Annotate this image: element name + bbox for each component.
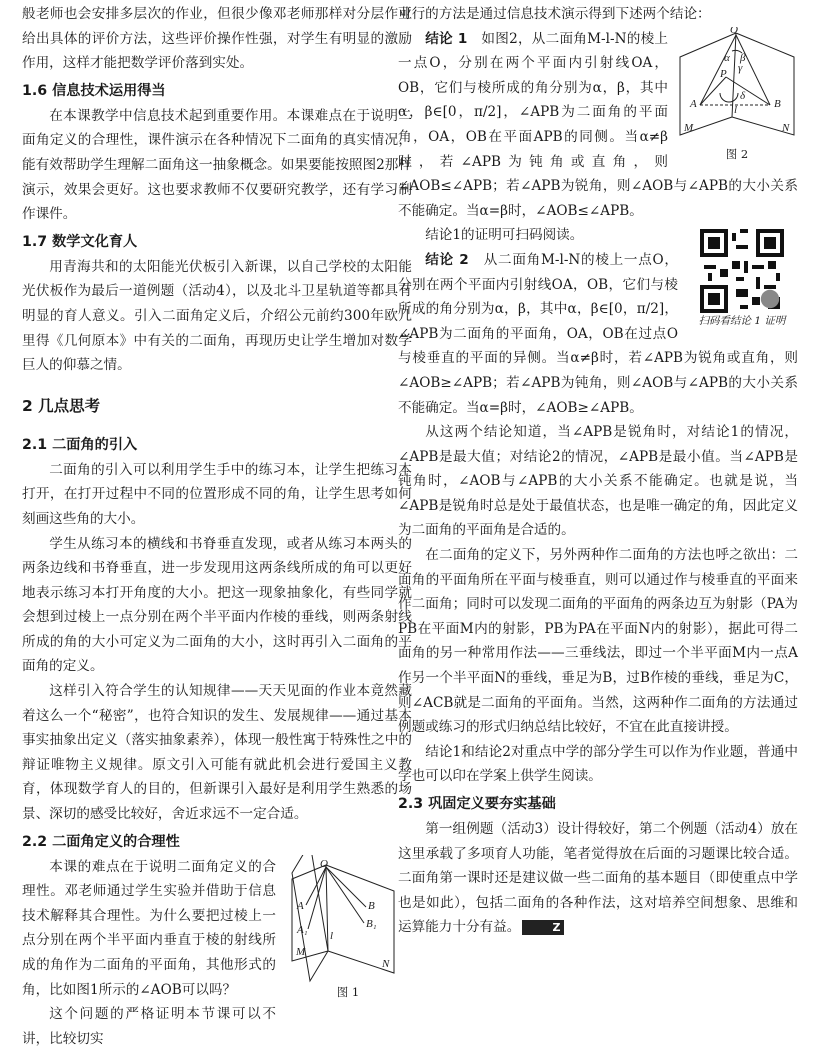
- qr-code-block[interactable]: [686, 229, 798, 329]
- section-heading-1-7: 1.7 数学文化育人: [22, 233, 138, 250]
- paragraph: 从这两个结论知道，当∠APB是锐角时，对结论1的情况，∠APB是最大值；对结论2的情况，∠APB是最小值。当∠APB是钝角时，∠AOB与∠APB的大小关系不能确定。也就是说，当∠APB是锐角时总是处于最值状态，也是唯一确定的角，因此定义为二面角的平面角是合适的。: [398, 424, 798, 539]
- label-O: O: [730, 26, 738, 36]
- conclusion-1-text: 如图2，从二面角M-l-N的棱上一点O，分别在两个平面内引射线OA，OB，它们与棱所成的角分别为α，β，其中α，β∈[0，π/2]，∠APB为二面角的平面角，OA，OB在平面APB的同侧。当α≠β时，若∠APB为钝角或直角，则∠AOB≤∠APB；若∠APB为锐角，则∠AOB与∠APB的大小关系不能确定。当α=β时，∠AOB≤∠APB。: [398, 30, 798, 219]
- figure-1: [284, 855, 412, 1001]
- label-O: O: [320, 857, 328, 870]
- paragraph: 结论1的证明可扫码阅读。: [425, 227, 584, 244]
- figure-1-caption: 图 1: [336, 984, 360, 999]
- paragraph: 可行的方法是通过信息技术演示得到下述两个结论：: [398, 6, 711, 22]
- paragraph: 在二面角的定义下，另外两种作二面角的方法也呼之欲出：二面角的平面角所在平面与棱垂直，则可以通过作与棱垂直的平面来作二面角；同时可以发现二面角的平面角的两条边互为射影（PA为PB在平面M内的射影，PB为PA在平面N内的射影），据此可得二面角的另一种常用作法——三垂线法，即过一个半平面M内一点A作另一个半平面N的垂线，垂足为B，过B作棱的垂线，垂足为C，则∠ACB就是二面角的平面角。当然，这两种作二面角的方法通过例题或练习的形式归纳总结比较好，不宜在此直接讲授。: [398, 547, 798, 736]
- paragraph: 用青海共和的太阳能光伏板引入新课，以自己学校的太阳能光伏板作为最后一道例题（活动4），以及北斗卫星轨道等都具有明显的育人意义。引入二面角定义后，介绍公元前约300年欧几里得《几何原本》中有关的二面角，再现历史让学生增加对数学巨人的仰慕之情。: [22, 258, 412, 374]
- conclusion-2-text: 从二面角M-l-N的棱上一点O，分别在两个平面内引射线OA，OB，它们与棱所成的角分别为α，β，其中α，β∈[0，π/2]，∠APB为二面角的平面角，OA，OB在过点O与棱垂直的平面的异侧。当α≠β时，若∠APB为锐角或直角，则∠AOB≥∠APB；若∠APB为钝角，则∠AOB与∠APB的大小关系不能确定。当α=β时，∠AOB≥∠APB。: [398, 251, 798, 416]
- section-heading-1-6: 1.6 信息技术运用得当: [22, 82, 166, 99]
- label-A: A: [297, 899, 304, 912]
- label-B1: B₁: [366, 917, 377, 930]
- label-alpha: α: [724, 51, 730, 64]
- paragraph: 学生从练习本的横线和书脊垂直发现，或者从练习本两头的两条边线和书脊垂直，进一步发现用这两条线所成的角可以更好地表示练习本打开角度的大小。把这一现象抽象化，有些同学就会想到过棱上一点分别在两个半平面内作棱的垂线，则两条射线所成的角的大小可定义为二面角的大小，这时再引入二面角的平面角的定义。: [22, 535, 412, 675]
- label-P: P: [720, 67, 727, 80]
- label-N: N: [782, 121, 790, 134]
- figure-2-caption: 图 2: [725, 146, 749, 161]
- label-l: l: [734, 103, 738, 116]
- paragraph: 这个问题的严格证明本节课可以不讲，比较切实: [22, 1006, 276, 1047]
- figure-1-diagram: [284, 855, 412, 983]
- label-M: M: [296, 945, 306, 958]
- label-l: l: [330, 929, 334, 942]
- right-column: [398, 2, 798, 940]
- figure-2-diagram: [676, 27, 798, 145]
- label-B: B: [774, 97, 781, 110]
- paragraph: 般老师也会安排多层次的作业，但很少像邓老师那样对分层作业给出具体的评价方法，这些评价操作性强，对学生有明显的激励作用，这样才能把数学评价落到实处。: [22, 6, 412, 72]
- paragraph: 结论1和结论2对重点中学的部分学生可以作为作业题，普通中学也可以印在学案上供学生阅读。: [398, 743, 798, 785]
- label-B: B: [368, 899, 375, 912]
- section-heading-2-2: 2.2 二面角定义的合理性: [22, 833, 180, 850]
- label-A1: A₁: [297, 923, 308, 936]
- conclusion-1-tag: 结论 1: [425, 30, 468, 47]
- left-column: [22, 2, 412, 1051]
- paragraph-text: 第一组例题（活动3）设计得较好，第二个例题（活动4）放在这里承载了多项育人功能，笔者觉得放在后面的习题课比较合适。二面角第一课时还是建议做一些二面角的基本题目（即使重点中学也是如此），包括二面角的各种作法，这对培养空间想象、思维和运算能力十分有益。: [398, 821, 798, 936]
- qr-caption: 扫码看结论 1 证明: [698, 315, 786, 328]
- label-A: A: [690, 97, 697, 110]
- end-mark: Z: [522, 920, 563, 935]
- paragraph: 本课的难点在于说明二面角定义的合理性。邓老师通过学生实验并借助于信息技术解释其合理性。为什么要把过棱上一点分别在两个半平面内垂直于棱的射线所成的角作为二面角的平面角，其他形式的角，比如图1所示的∠AOB可以吗？: [22, 858, 276, 998]
- section-heading-2-3: 2.3 巩固定义要夯实基础: [398, 796, 556, 812]
- paragraph: 二面角的引入可以利用学生手中的练习本，让学生把练习本打开，在打开过程中不同的位置形成不同的角，让学生思考如何刻画这些角的大小。: [22, 461, 412, 527]
- section-heading-2: 2 几点思考: [22, 396, 101, 415]
- label-beta: β: [740, 51, 746, 64]
- paragraph: 这样引入符合学生的认知规律——天天见面的作业本竟然藏着这么一个“秘密”，也符合知识的发生、发展规律——通过基本事实抽象出定义（落实抽象素养），体现一般性寓于特殊性之中的辩证唯物主义规律。原文引入可能有就此机会进行爱国主义教育，体现数学育人的目的，但新课引入最好是利用学生熟悉的场景、深切的感受比较好，舍近求远不一定合适。: [22, 683, 412, 823]
- figure-2: [676, 27, 798, 163]
- label-M: M: [684, 121, 694, 134]
- paragraph: 在本课教学中信息技术起到重要作用。本课难点在于说明二面角定义的合理性，课件演示在各种情况下二面角的真实情况，能有效帮助学生理解二面角这一抽象概念。如果要能按照图2那样演示，效果会更好。这也要求教师不仅要研究教学，还有学习制作课件。: [22, 107, 412, 223]
- label-N: N: [382, 957, 390, 970]
- section-heading-2-1: 2.1 二面角的引入: [22, 436, 138, 453]
- label-delta: δ: [740, 89, 746, 102]
- qr-code-icon[interactable]: [700, 229, 784, 313]
- conclusion-2-tag: 结论 2: [425, 251, 469, 268]
- label-gamma: γ: [738, 61, 743, 74]
- paragraph-last: [398, 817, 798, 940]
